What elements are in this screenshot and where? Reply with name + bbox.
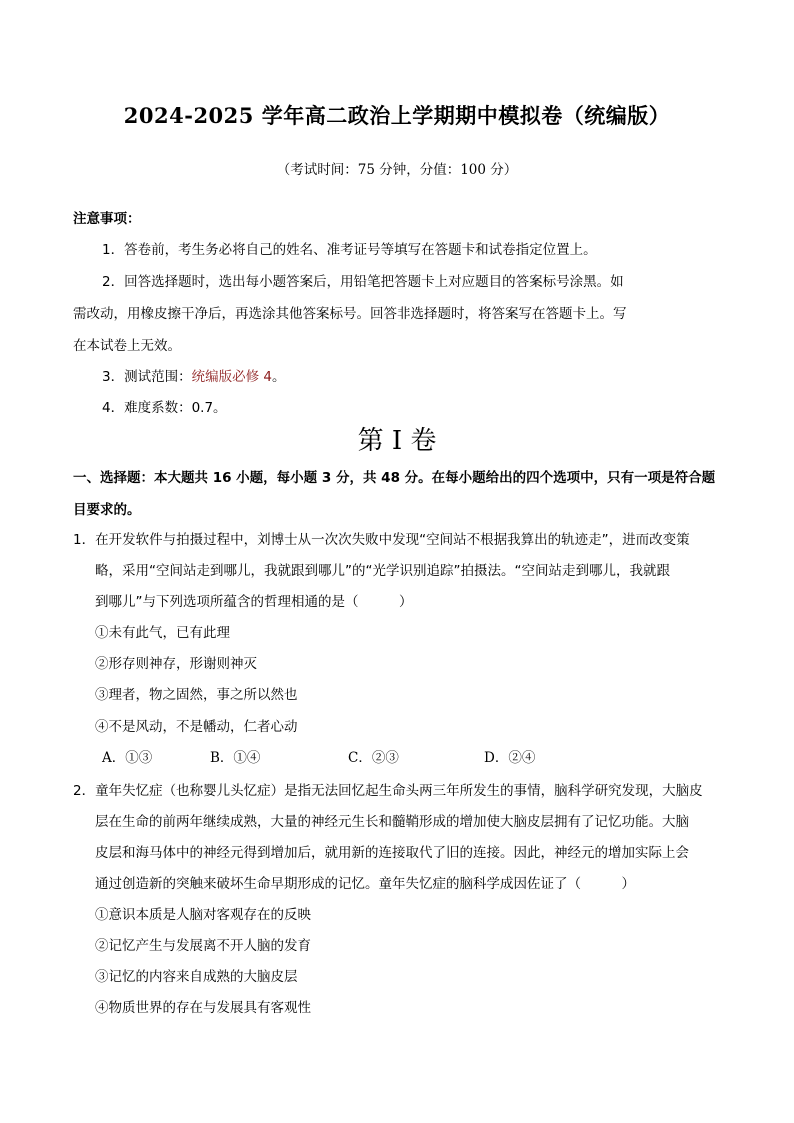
question-1-option: ①未有此气，已有此理 bbox=[95, 625, 230, 641]
question-1-choice-a[interactable]: A．①③ bbox=[102, 750, 153, 766]
question-1-choice-d[interactable]: D．②④ bbox=[484, 750, 536, 766]
question-1-line-1: 1．在开发软件与拍摄过程中，刘博士从一次次失败中发现“空间站不根据我算出的轨迹走”，进而改变策 bbox=[73, 532, 690, 548]
question-1-option: ③理者，物之固然，事之所以然也 bbox=[95, 687, 298, 703]
note-item-4: 4．难度系数：0.7。 bbox=[102, 400, 227, 416]
note-item-3 bbox=[102, 365, 285, 385]
section-instructions-line-1: 一、选择题：本大题共 16 小题，每小题 3 分，共 48 分。在每小题给出的四个选项中，只有一项是符合题 bbox=[73, 470, 716, 486]
question-1-choice-b[interactable]: B．①④ bbox=[210, 750, 261, 766]
page-title: 2024-2025 学年高二政治上学期期中模拟卷（统编版） bbox=[123, 103, 671, 128]
question-2-line-4: 通过创造新的突触来破坏生命早期形成的记忆。童年失忆症的脑科学成因佐证了（ ） bbox=[95, 876, 635, 892]
note-item-3-suffix: 。 bbox=[271, 369, 286, 385]
note-item-2-line-1: 2．回答选择题时，选出每小题答案后，用铅笔把答题卡上对应题目的答案标号涂黑。如 bbox=[102, 274, 624, 290]
question-2-option: ③记忆的内容来自成熟的大脑皮层 bbox=[95, 969, 298, 985]
section-instructions-line-2: 目要求的。 bbox=[73, 502, 141, 518]
question-2-option: ④物质世界的存在与发展具有客观性 bbox=[95, 1000, 311, 1016]
question-2-line-3: 皮层和海马体中的神经元得到增加后，就用新的连接取代了旧的连接。因此，神经元的增加实际上会 bbox=[95, 845, 689, 861]
question-1-option: ②形存则神存，形谢则神灭 bbox=[95, 656, 257, 672]
note-item-2-line-2: 需改动，用橡皮擦干净后，再选涂其他答案标号。回答非选择题时，将答案写在答题卡上。写 bbox=[73, 306, 627, 322]
question-2-line-2: 层在生命的前两年继续成熟，大量的神经元生长和髓鞘形成的增加使大脑皮层拥有了记忆功能。大脑 bbox=[95, 814, 689, 830]
exam-time-info: （考试时间：75 分钟，分值：100 分） bbox=[276, 162, 518, 178]
question-1-choice-c[interactable]: C．②③ bbox=[348, 750, 399, 766]
question-1-line-3: 到哪儿”与下列选项所蕴含的哲理相通的是（ ） bbox=[95, 594, 413, 610]
note-item-3-prefix: 3．测试范围： bbox=[102, 369, 192, 385]
volume-heading: 第 I 卷 bbox=[357, 426, 437, 456]
question-2-line-1: 2．童年失忆症（也称婴儿头忆症）是指无法回忆起生命头两三年所发生的事情，脑科学研究发现，大脑皮 bbox=[73, 783, 703, 799]
question-1-option: ④不是风动，不是幡动，仁者心动 bbox=[95, 719, 298, 735]
question-2-option: ②记忆产生与发展离不开人脑的发育 bbox=[95, 938, 311, 954]
question-2-option: ①意识本质是人脑对客观存在的反映 bbox=[95, 907, 311, 923]
test-scope: 统编版必修 4 bbox=[191, 369, 272, 385]
note-item-2-line-3: 在本试卷上无效。 bbox=[73, 338, 181, 354]
question-1-line-2: 略，采用“空间站走到哪儿，我就跟到哪儿”的“光学识别追踪”拍摄法。“空间站走到哪儿，我就跟 bbox=[95, 563, 670, 579]
notes-heading: 注意事项： bbox=[73, 211, 141, 227]
note-item-1: 1．答卷前，考生务必将自己的姓名、准考证号等填写在答题卡和试卷指定位置上。 bbox=[102, 242, 597, 258]
